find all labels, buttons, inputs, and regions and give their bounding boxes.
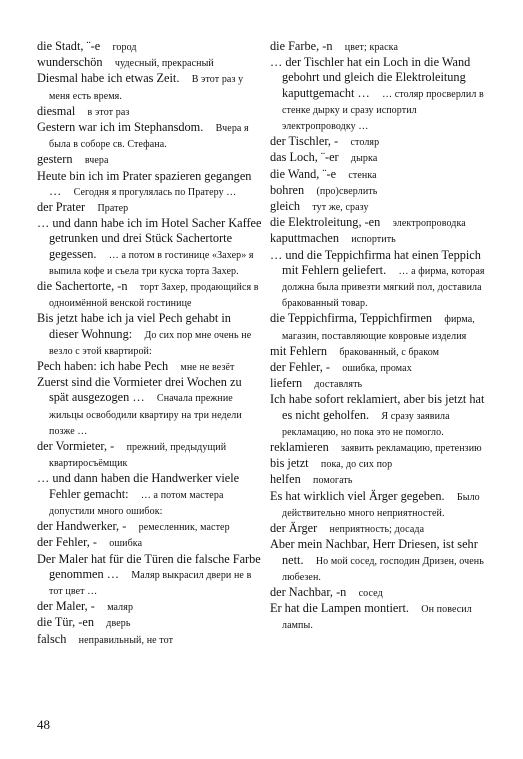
russian-translation: (про)сверлить <box>316 185 378 197</box>
german-term: bis jetzt <box>270 456 309 471</box>
german-term: diesmal <box>37 103 76 118</box>
german-term: der Maler, - <box>37 599 95 614</box>
russian-translation: Пратер <box>97 203 129 215</box>
german-term: die Sachertorte, -n <box>37 279 128 294</box>
german-term: der Nachbar, -n <box>270 584 347 599</box>
german-term: Aber mein Nachbar, Herr Driesen, ist sehr nett. <box>270 537 478 567</box>
german-term: die Farbe, -n <box>270 39 333 53</box>
german-term: der Fehler, - <box>37 535 97 550</box>
german-term: der Tischler, - <box>270 134 339 149</box>
russian-translation: … а фирма, которая должна была привезти мягкий пол, доставила бракованный товар. <box>282 265 485 310</box>
vocabulary-entry <box>270 231 492 247</box>
vocabulary-entry <box>37 39 262 55</box>
russian-translation: маляр <box>107 602 134 614</box>
german-term: Heute bin ich im Prater spazieren gegangen … <box>37 168 252 198</box>
german-term: Er hat die Lampen montiert. <box>270 601 409 616</box>
vocabulary-entry <box>270 392 492 440</box>
vocabulary-entry <box>37 216 262 279</box>
vocabulary-entry <box>37 552 262 600</box>
german-term: bohren <box>270 182 305 197</box>
russian-translation: столяр <box>350 137 380 149</box>
vocabulary-entry <box>270 456 492 472</box>
vocabulary-entry <box>37 615 262 631</box>
russian-translation: дверь <box>106 618 131 630</box>
russian-translation: тут же, сразу <box>312 202 369 214</box>
russian-translation: ошибка, промах <box>342 363 412 375</box>
vocabulary-entry <box>270 311 492 343</box>
german-term: die Elektroleitung, -en <box>270 215 381 230</box>
german-term: Diesmal habe ich etwas Zeit. <box>37 71 180 86</box>
german-term: mit Fehlern <box>270 343 328 358</box>
russian-translation: ремесленник, мастер <box>138 522 230 534</box>
vocabulary-entry <box>37 359 262 375</box>
vocabulary-entry <box>37 471 262 519</box>
russian-translation: в этот раз <box>87 106 130 118</box>
vocabulary-entry <box>270 601 492 633</box>
vocabulary-entry <box>270 248 492 312</box>
german-term: … und dann habe ich im Hotel Sacher Kaffee getrunken und drei Stück Sachertorte gegessen. <box>37 216 262 261</box>
russian-translation: Он повесил лампы. <box>282 604 472 632</box>
russian-translation: торт Захер, продающийся в одноимённой венской гостинице <box>49 282 259 310</box>
german-term: der Handwerker, - <box>37 519 127 534</box>
german-term: die Tür, -en <box>37 615 94 630</box>
russian-translation: … а потом в гостинице «Захер» я выпила кофе и съела три куска торта Захер. <box>49 249 254 277</box>
vocabulary-entry <box>270 183 492 199</box>
vocabulary-entry <box>37 599 262 615</box>
vocabulary-entry <box>37 535 262 551</box>
vocabulary-entry <box>270 537 492 585</box>
german-term: Zuerst sind die Vormieter drei Wochen zu spät ausgezogen … <box>37 375 242 405</box>
german-term: die Wand, ¨-e <box>270 166 337 181</box>
vocabulary-entry <box>270 521 492 537</box>
russian-translation: ошибка <box>109 538 143 550</box>
russian-translation: Вчера я была в соборе св. Стефана. <box>49 123 249 151</box>
russian-translation: стенка <box>348 169 377 181</box>
vocabulary-entry <box>37 104 262 120</box>
russian-translation: прежний, предыдущий квартиросъёмщик <box>49 442 227 470</box>
vocabulary-entry <box>270 134 492 150</box>
page-number: 48 <box>37 717 50 732</box>
vocabulary-entry <box>270 167 492 183</box>
vocabulary-entry <box>270 39 492 55</box>
russian-translation: электропроводка <box>392 218 466 230</box>
german-term: die Stadt, ¨-e <box>37 39 101 53</box>
vocabulary-entry <box>270 472 492 488</box>
russian-translation: Сначала прежние жильцы освободили квартиру на три недели позже … <box>49 393 242 437</box>
vocabulary-entry <box>270 360 492 376</box>
german-term: … und dann haben die Handwerker viele Fehler gemacht: <box>37 471 240 501</box>
vocabulary-entry <box>37 71 262 103</box>
russian-translation: заявить рекламацию, претензию <box>341 443 482 455</box>
russian-translation: Сегодня я прогулялась по Пратеру … <box>73 186 237 198</box>
vocabulary-entry <box>270 585 492 601</box>
vocabulary-entry <box>270 150 492 166</box>
german-term: der Vormieter, - <box>37 439 115 454</box>
vocabulary-entry <box>37 200 262 216</box>
german-term: der Ärger <box>270 521 318 536</box>
russian-translation: сосед <box>358 587 383 599</box>
vocabulary-entry <box>270 376 492 392</box>
russian-translation: помогать <box>313 475 353 487</box>
vocabulary-entry <box>37 169 262 200</box>
vocabulary-entry <box>37 120 262 152</box>
german-term: wunderschön <box>37 55 103 70</box>
russian-translation: … столяр просверлил в стенке дырку и сразу испортил электропроводку … <box>282 88 484 133</box>
russian-translation: цвет; краска <box>344 42 398 53</box>
vocabulary-entry <box>37 519 262 535</box>
vocabulary-column-right <box>270 39 492 634</box>
russian-translation: В этот раз у меня есть время. <box>49 74 244 102</box>
vocabulary-entry <box>37 439 262 471</box>
vocabulary-entry <box>270 489 492 521</box>
german-term: reklamieren <box>270 440 329 455</box>
vocabulary-entry <box>270 55 492 134</box>
vocabulary-entry <box>37 152 262 168</box>
russian-translation: Маляр выкрасил двери не в тот цвет … <box>49 569 252 597</box>
vocabulary-entry <box>37 632 262 648</box>
vocabulary-entry <box>37 311 262 359</box>
russian-translation: Но мой сосед, господин Дризен, очень любезен. <box>282 555 484 583</box>
german-term: … und die Teppichfirma hat einen Teppich mit Fehlern geliefert. <box>270 247 481 277</box>
german-term: Es hat wirklich viel Ärger gegeben. <box>270 488 445 503</box>
german-term: Bis jetzt habe ich ja viel Pech gehabt in dieser Wohnung: <box>37 311 231 341</box>
russian-translation: неправильный, не тот <box>78 634 174 646</box>
russian-translation: Было действительно много неприятностей. <box>282 491 480 519</box>
russian-translation: пока, до сих пор <box>320 459 393 471</box>
german-term: gestern <box>37 152 73 167</box>
russian-translation: чудесный, прекрасный <box>114 58 214 70</box>
german-term: liefern <box>270 376 303 391</box>
vocabulary-entry <box>270 199 492 215</box>
vocabulary-entry <box>37 375 262 439</box>
russian-translation: бракованный, с браком <box>339 346 440 358</box>
russian-translation: доставлять <box>314 379 363 391</box>
german-term: kaputtmachen <box>270 231 339 246</box>
vocabulary-entry <box>270 215 492 231</box>
russian-translation: дырка <box>350 153 378 165</box>
russian-translation: испортить <box>351 234 396 246</box>
russian-translation: неприятность; досада <box>329 524 425 536</box>
russian-translation: … а потом мастера допустили много ошибок: <box>49 489 224 517</box>
german-term: der Prater <box>37 200 86 215</box>
russian-translation: До сих пор мне очень не везло с этой квартирой: <box>49 329 252 357</box>
russian-translation: мне не везёт <box>180 362 235 374</box>
german-term: der Fehler, - <box>270 360 330 375</box>
german-term: Pech haben: ich habe Pech <box>37 359 169 374</box>
german-term: gleich <box>270 199 301 214</box>
german-term: falsch <box>37 631 67 646</box>
russian-translation: фирма, магазин, поставляющие ковровые изделия <box>282 314 475 342</box>
german-term: Gestern war ich im Stephansdom. <box>37 120 204 135</box>
german-term: Der Maler hat für die Türen die falsche Farbe genommen … <box>37 551 261 581</box>
german-term: die Teppichfirma, Teppichfirmen <box>270 311 433 326</box>
vocabulary-entry <box>37 279 262 311</box>
russian-translation: вчера <box>84 155 109 167</box>
russian-translation: город <box>112 42 137 53</box>
vocabulary-entry <box>270 440 492 456</box>
vocabulary-column-left <box>37 39 262 648</box>
vocabulary-entry <box>270 344 492 360</box>
russian-translation: Я сразу заявила рекламацию, но пока это не помогло. <box>282 410 450 438</box>
german-term: … der Tischler hat ein Loch in die Wand gebohrt und gleich die Elektroleitung kaputtgemacht … <box>270 55 471 100</box>
german-term: Ich habe sofort reklamiert, aber bis jetzt hat es nicht geholfen. <box>270 392 485 422</box>
vocabulary-entry <box>37 55 262 71</box>
german-term: helfen <box>270 472 301 487</box>
german-term: das Loch, ¨-er <box>270 150 339 165</box>
